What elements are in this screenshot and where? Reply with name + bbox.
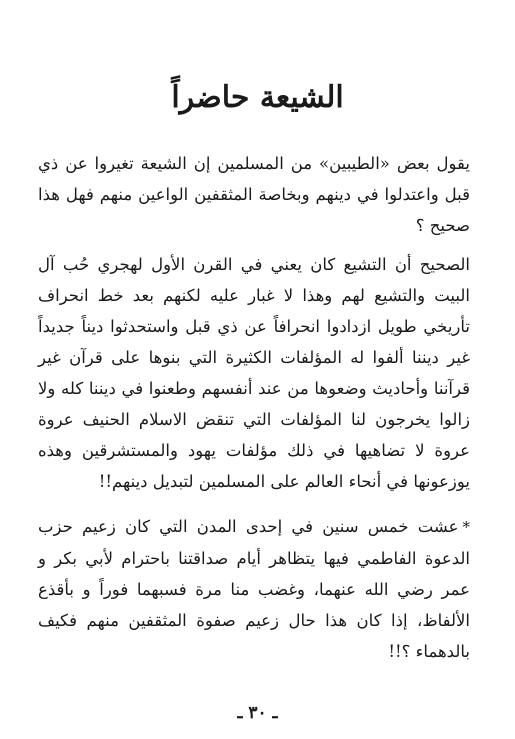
page-number: ـ ٣٠ ـ (237, 703, 278, 723)
star-marker: * (462, 518, 470, 536)
body-text (38, 148, 470, 667)
paragraph-main: الصحيح أن التشيع كان يعني في القرن الأول لهجري حُب آل البيت والتشيع لهم وهذا لا غبار عليه لكنهم بعد خط انحراف تأريخي طويل ازدادوا انحرافاً عن ذي قبل واستحدثوا ديناً جديداً غير ديننا ألفوا له المؤلفات الكثيرة التي بنوها على قرآن غير قرآننا وأحاديث وضعوها من عند أنفسهم وطعنوا في ديننا كله ولا زالوا يخرجون لنا المؤلفات التي تنقض الاسلام الحنيف عروة عروة لا تضاهيها في ذلك مؤلفات يهود والمستشرقين وهذه يوزعونها في أنحاء العالم على المسلمين لتبديل دينهم!! (38, 255, 470, 491)
anecdote-text: عشت خمس سنين في إحدى المدن التي كان زعيم حزب الدعوة الفاطمي فيها يتظاهر أيام صداقتنا باحترام لأبي بكر و عمر رضي الله عنهما، وغضب منا مرة فسبهما فوراً و بأقذع الألفاظ، إذا كان هذا حال زعيم صفوة المثقفين منهم فكيف بالدهماء ؟!! (38, 517, 470, 661)
chapter-title: الشيعة حاضراً (171, 80, 344, 115)
paragraph-intro: يقول بعض «الطيبين» من المسلمين إن الشيعة تغيروا عن ذي قبل واعتدلوا في دينهم وبخاصة المثقفين الواعين منهم فهل هذا صحيح ؟ (38, 154, 470, 235)
paragraph-anecdote (38, 511, 470, 667)
